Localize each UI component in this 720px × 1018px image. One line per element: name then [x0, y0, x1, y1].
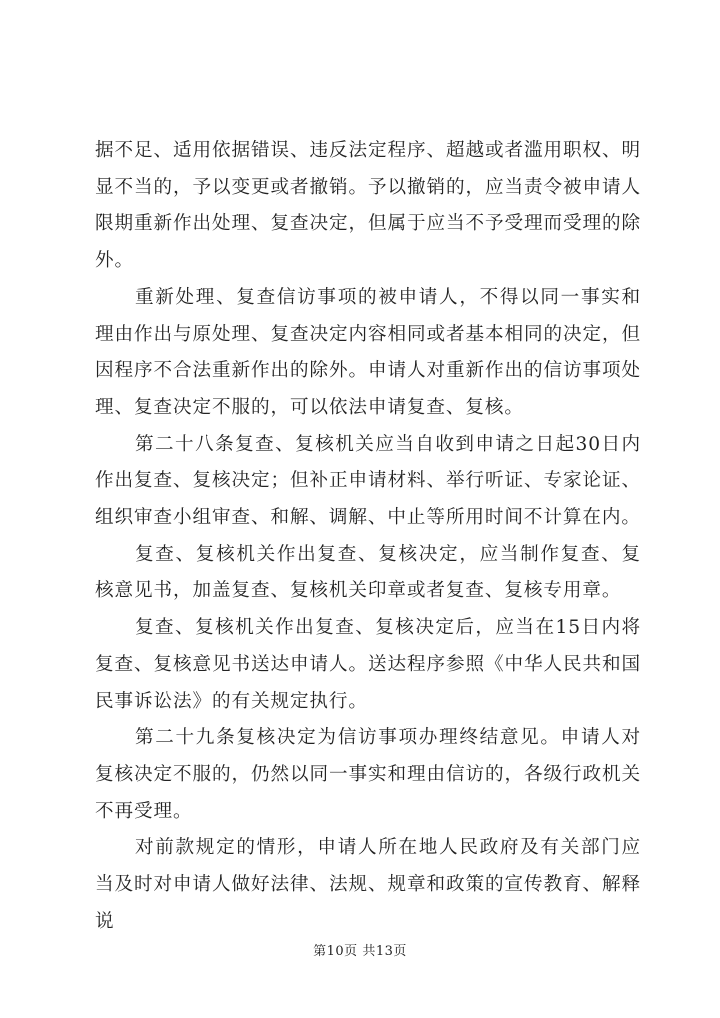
paragraph-education: 对前款规定的情形，申请人所在地人民政府及有关部门应当及时对申请人做好法律、法规、规章和政策的宣传教育、解释说	[95, 837, 641, 932]
paragraph-reprocessing: 重新处理、复查信访事项的被申请人，不得以同一事实和理由作出与原处理、复查决定内容相同或者基本相同的决定，但因程序不合法重新作出的除外。申请人对重新作出的信访事项处理、复查决定不服的，可以依法申请复查、复核。	[95, 286, 641, 418]
paragraph-opinion-letter: 复查、复核机关作出复查、复核决定，应当制作复查、复核意见书，加盖复查、复核机关印章或者复查、复核专用章。	[95, 543, 641, 602]
document-body	[95, 133, 641, 940]
page-footer: 第10页 共13页	[313, 944, 407, 959]
paragraph-delivery: 复查、复核机关作出复查、复核决定后，应当在15日内将复查、复核意见书送达申请人。送达程序参照《中华人民共和国民事诉讼法》的有关规定执行。	[95, 617, 641, 712]
paragraph-article-28: 第二十八条复查、复核机关应当自收到申请之日起30日内作出复查、复核决定；但补正申请材料、举行听证、专家论证、组织审查小组审查、和解、调解、中止等所用时间不计算在内。	[95, 433, 641, 529]
paragraph-article-29: 第二十九条复核决定为信访事项办理终结意见。申请人对复核决定不服的，仍然以同一事实和理由信访的，各级行政机关不再受理。	[95, 727, 641, 822]
paragraph-continuation: 据不足、适用依据错误、违反法定程序、超越或者滥用职权、明显不当的，予以变更或者撤销。予以撤销的，应当责令被申请人限期重新作出处理、复查决定，但属于应当不予受理而受理的除外。	[95, 140, 641, 272]
